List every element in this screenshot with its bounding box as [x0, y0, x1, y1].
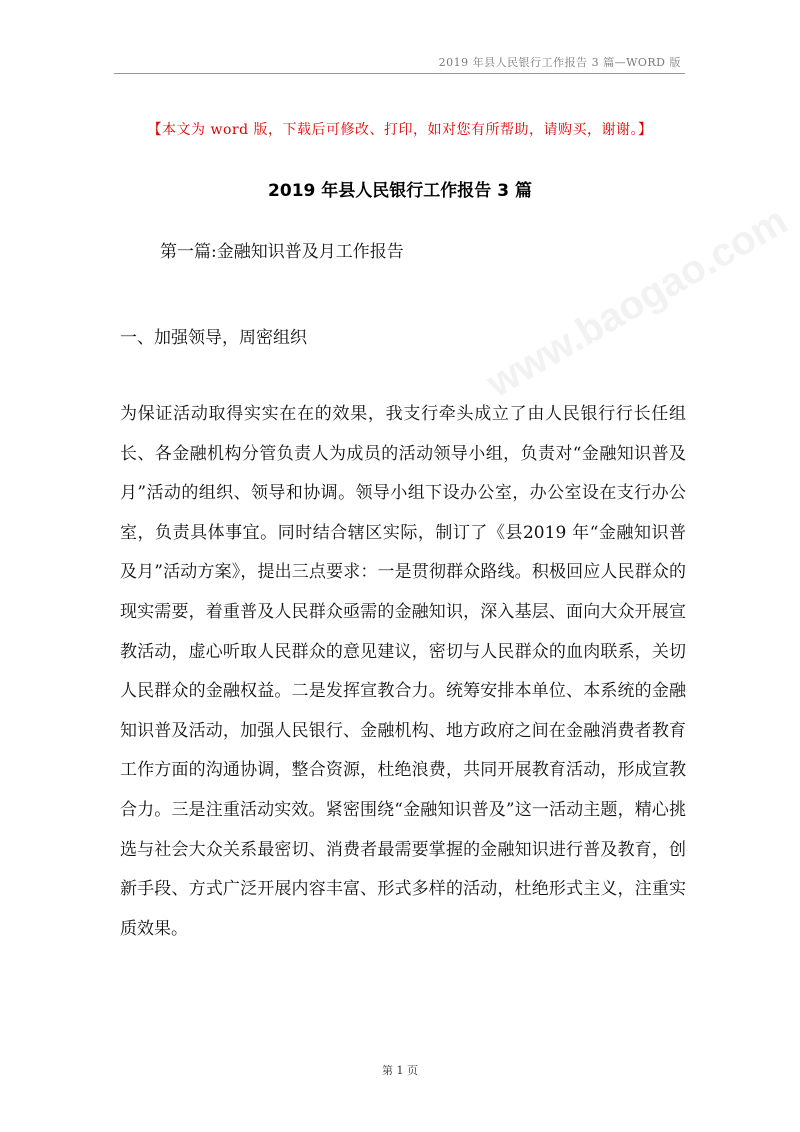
- section-heading: 一、加强领导，周密组织: [120, 328, 307, 348]
- document-subtitle: 第一篇:金融知识普及月工作报告: [160, 242, 404, 262]
- header-divider: [114, 73, 685, 74]
- document-title: 2019 年县人民银行工作报告 3 篇: [268, 181, 532, 201]
- page-header: [0, 48, 800, 76]
- body-paragraph: 为保证活动取得实实在在的效果，我支行牵头成立了由人民银行行长任组长、各金融机构分管负责人为成员的活动领导小组，负责对“金融知识普及月”活动的组织、领导和协调。领导小组下设办公室，办公室设在支行办公室，负责具体事宜。同时结合辖区实际，制订了《县2019 年“金融知识普及月”活动方案》，提出三点要求：一是贯彻群众路线。积极回应人民群众的现实需要，着重普及人民群众亟需的金融知识，深入基层、面向大众开展宣教活动，虚心听取人民群众的意见建议，密切与人民群众的血肉联系，关切人民群众的金融权益。二是发挥宣教合力。统筹安排本单位、本系统的金融知识普及活动，加强人民银行、金融机构、地方政府之间在金融消费者教育工作方面的沟通协调，整合资源，杜绝浪费，共同开展教育活动，形成宣教合力。三是注重活动实效。紧密围绕“金融知识普及”这一活动主题，精心挑选与社会大众关系最密切、消费者最需要掌握的金融知识进行普及教育，创新手段、方式广泛开展内容丰富、形式多样的活动，杜绝形式主义，注重实质效果。: [120, 404, 686, 939]
- page-number: 第 1 页: [382, 1064, 418, 1077]
- purchase-notice: 【本文为 word 版，下载后可修改、打印，如对您有所帮助，请购买，谢谢。】: [147, 122, 653, 138]
- watermark: www.baogao.com: [479, 198, 795, 406]
- running-title: 2019 年县人民银行工作报告 3 篇—WORD 版: [438, 56, 681, 69]
